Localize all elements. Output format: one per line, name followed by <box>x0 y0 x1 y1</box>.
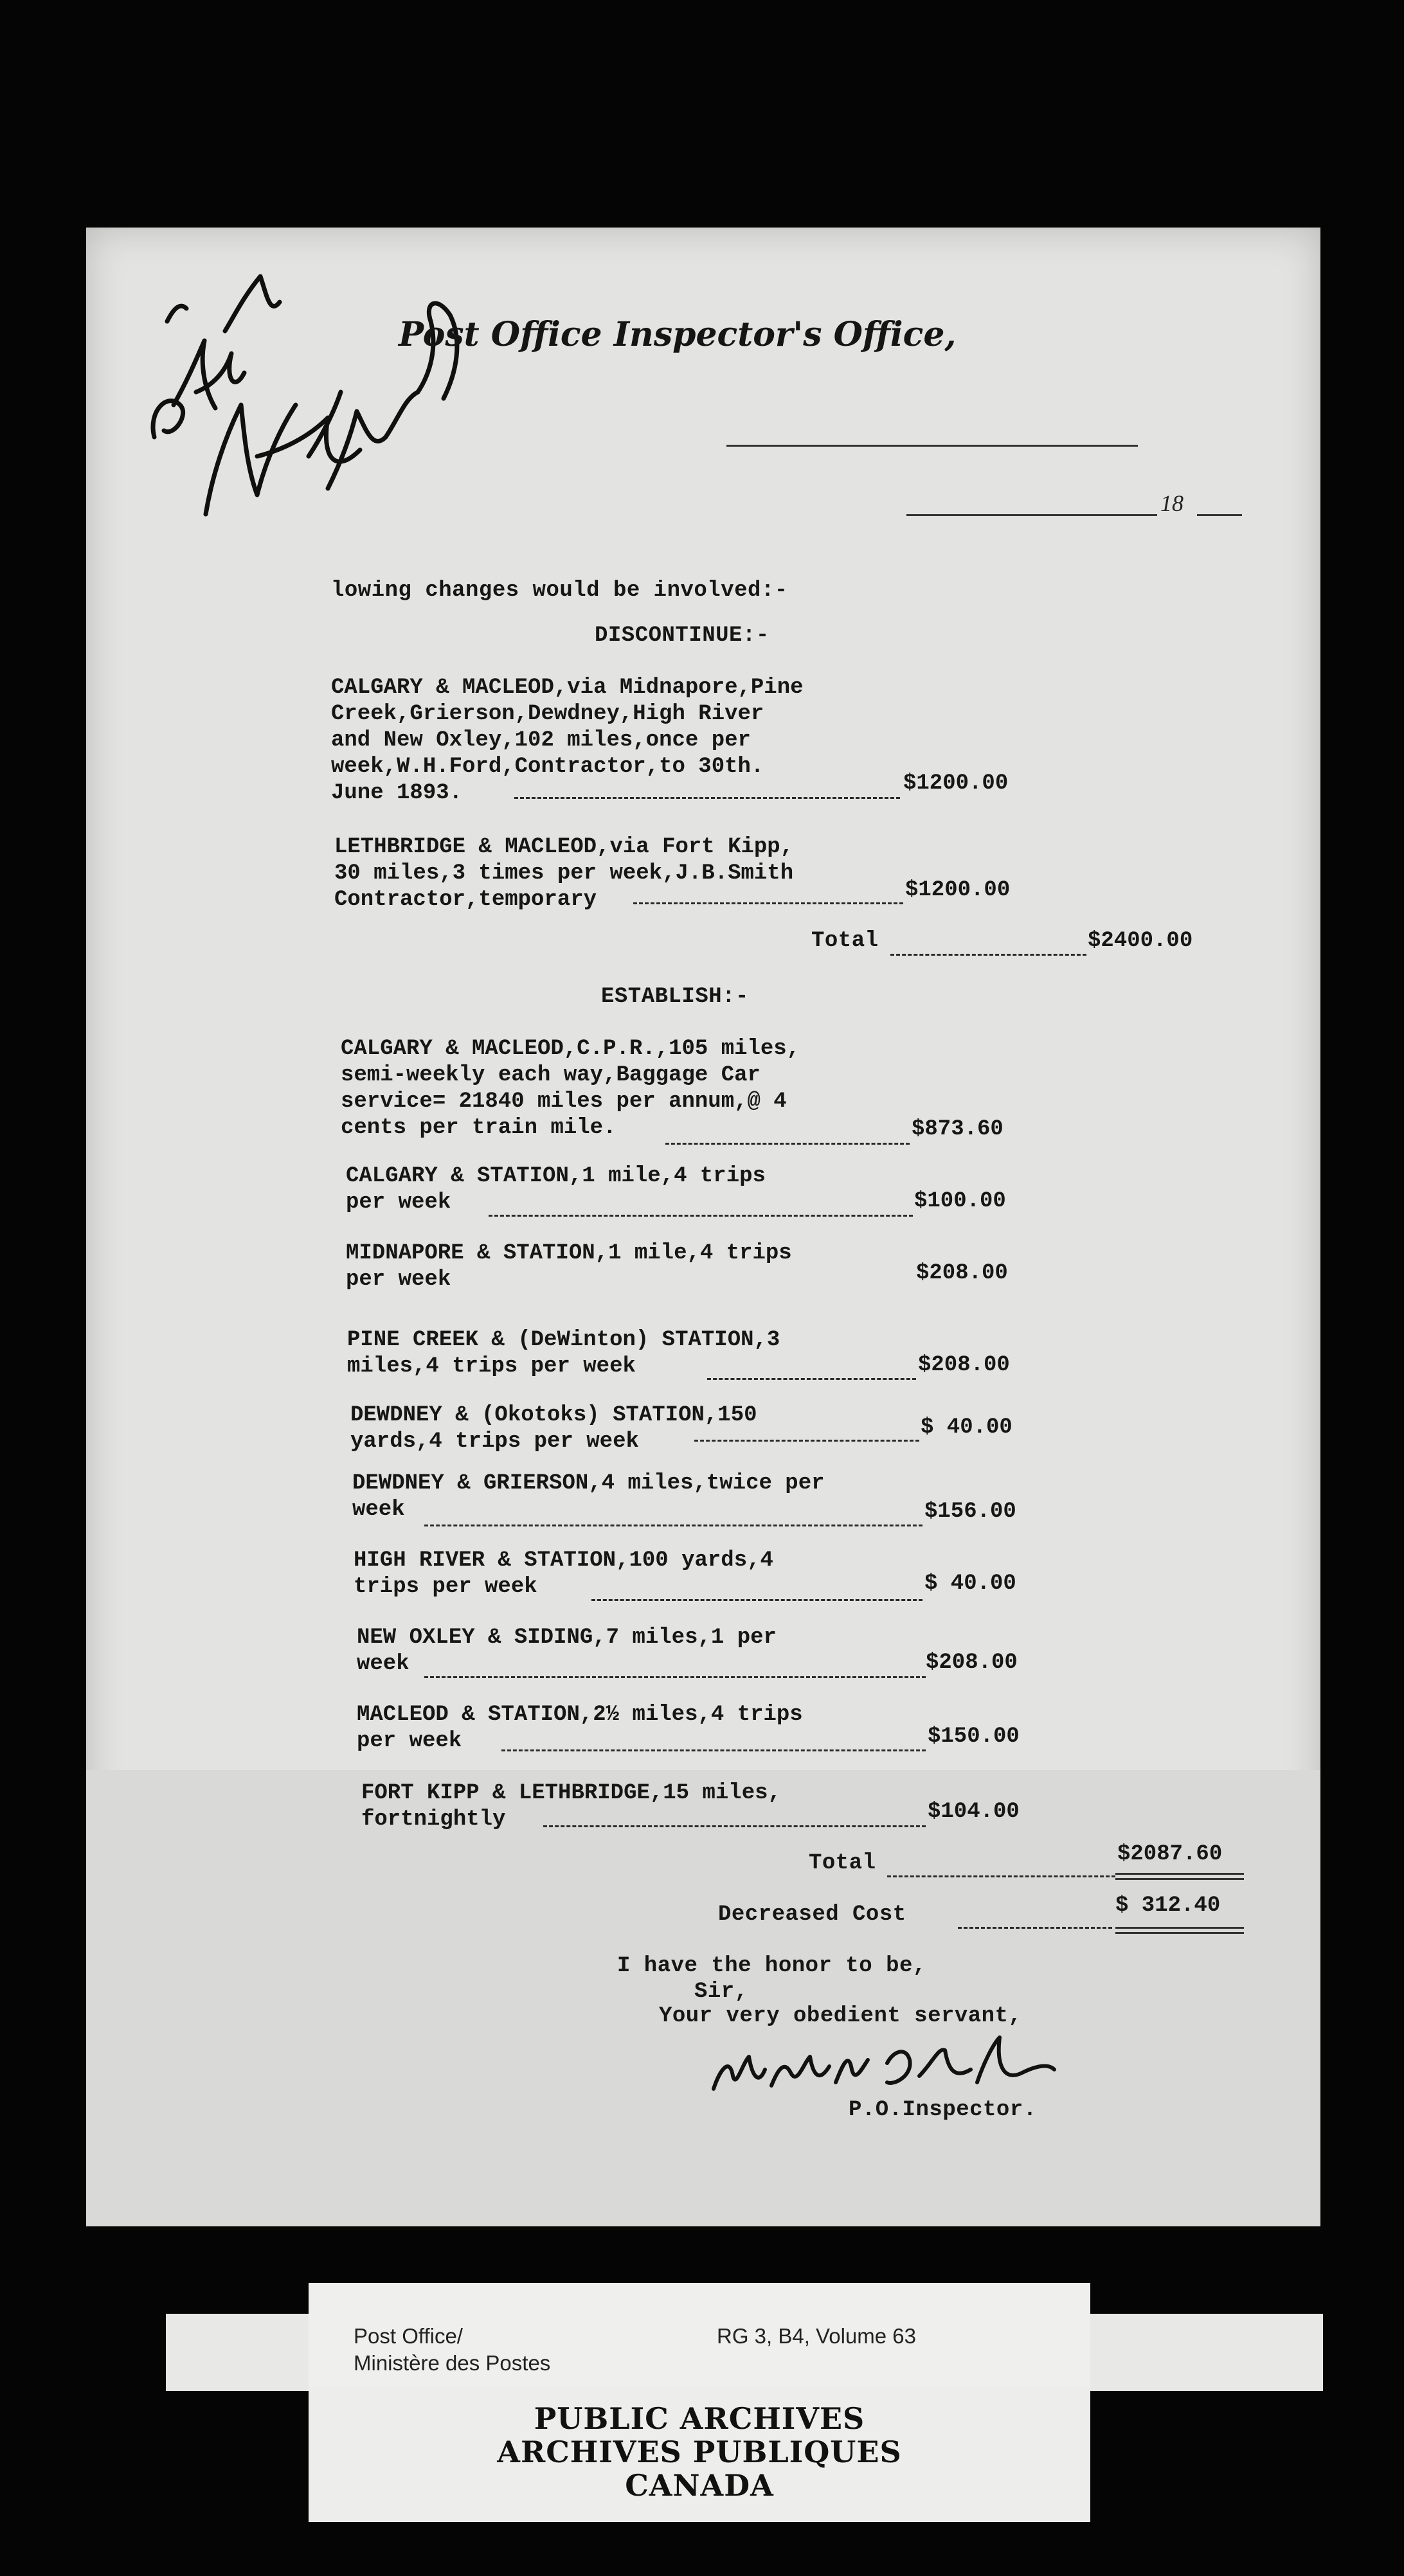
dot-leader <box>665 1143 910 1145</box>
date-line-upper <box>726 445 1138 447</box>
archive-reference-card <box>309 2283 1090 2387</box>
dot-leader <box>489 1215 913 1217</box>
decreased-double-rule <box>1115 1927 1244 1929</box>
label-reference: RG 3, B4, Volume 63 <box>717 2324 917 2348</box>
archives-stamp <box>309 2387 1090 2522</box>
dot-leader <box>424 1676 926 1678</box>
establish-amount-5: $ 40.00 <box>921 1415 1013 1440</box>
total-double-rule <box>1115 1873 1244 1875</box>
item-line: MACLEOD & STATION,2½ miles,4 trips <box>357 1703 803 1727</box>
establish-item-1 <box>341 1036 800 1141</box>
item-line: service= 21840 miles per annum,@ 4 <box>341 1089 787 1114</box>
item-line: miles,4 trips per week <box>347 1354 636 1379</box>
closing-line-2: Sir, <box>694 1980 748 2004</box>
closing-line-3: Your very obedient servant, <box>659 2004 1022 2028</box>
total-double-rule <box>1115 1878 1244 1880</box>
item-line: week,W.H.Ford,Contractor,to 30th. <box>331 755 764 779</box>
establish-amount-1: $873.60 <box>912 1117 1004 1141</box>
inspector-signature <box>701 2025 1061 2108</box>
dot-leader <box>424 1525 923 1526</box>
item-line: week <box>357 1652 410 1676</box>
item-line: cents per train mile. <box>341 1116 616 1140</box>
establish-amount-8: $208.00 <box>926 1650 1018 1675</box>
decreased-cost-amount: $ 312.40 <box>1115 1893 1221 1918</box>
discontinue-item-1 <box>331 675 804 807</box>
item-line: DEWDNEY & GRIERSON,4 miles,twice per <box>352 1471 825 1496</box>
dot-leader <box>890 954 1086 956</box>
discontinue-amount-1: $1200.00 <box>903 771 1009 796</box>
discontinue-item-2 <box>334 834 793 913</box>
establish-item-4 <box>347 1327 780 1380</box>
item-line: CALGARY & STATION,1 mile,4 trips <box>346 1164 766 1188</box>
date-line-lower <box>906 514 1157 516</box>
discontinue-amount-2: $1200.00 <box>905 878 1011 902</box>
intro-line: lowing changes would be involved:- <box>331 578 788 603</box>
date-line-tail <box>1197 514 1242 516</box>
establish-item-3 <box>346 1240 792 1293</box>
item-line: week <box>352 1498 405 1522</box>
item-line: NEW OXLEY & SIDING,7 miles,1 per <box>357 1625 777 1650</box>
stamp-line-3: CANADA <box>625 2468 774 2503</box>
establish-total-amount: $2087.60 <box>1117 1842 1223 1866</box>
item-line: CALGARY & MACLEOD,C.P.R.,105 miles, <box>341 1037 800 1061</box>
dot-leader <box>514 797 900 799</box>
establish-item-6 <box>352 1471 825 1523</box>
establish-total-label: Total <box>809 1851 876 1875</box>
item-line: semi-weekly each way,Baggage Car <box>341 1063 760 1087</box>
establish-amount-4: $208.00 <box>918 1353 1010 1377</box>
item-line: yards,4 trips per week <box>350 1429 639 1454</box>
item-line: June 1893. <box>331 781 463 805</box>
item-line: HIGH RIVER & STATION,100 yards,4 <box>354 1548 773 1573</box>
date-year: 18 <box>1160 490 1184 516</box>
establish-item-5 <box>350 1402 757 1455</box>
item-line: PINE CREEK & (DeWinton) STATION,3 <box>347 1328 780 1352</box>
establish-item-2 <box>346 1163 766 1216</box>
establish-amount-10: $104.00 <box>928 1800 1020 1824</box>
item-line: per week <box>346 1267 451 1292</box>
item-line: trips per week <box>354 1575 537 1599</box>
handwritten-annotation <box>129 244 489 540</box>
item-line: per week <box>346 1190 451 1215</box>
letterhead-title: Post Office Inspector's Office, <box>399 315 957 354</box>
establish-amount-6: $156.00 <box>924 1499 1016 1524</box>
label-department-fr: Ministère des Postes <box>354 2351 551 2375</box>
establish-heading: ESTABLISH:- <box>601 985 749 1009</box>
dot-leader <box>694 1440 919 1442</box>
establish-item-7 <box>354 1548 773 1600</box>
item-line: MIDNAPORE & STATION,1 mile,4 trips <box>346 1241 792 1266</box>
decreased-double-rule <box>1115 1932 1244 1934</box>
item-line: CALGARY & MACLEOD,via Midnapore,Pine <box>331 675 804 700</box>
item-line: per week <box>357 1729 462 1753</box>
discontinue-total-label: Total <box>811 929 879 953</box>
item-line: DEWDNEY & (Okotoks) STATION,150 <box>350 1403 757 1427</box>
discontinue-total-amount: $2400.00 <box>1088 929 1193 953</box>
item-line: FORT KIPP & LETHBRIDGE,15 miles, <box>361 1781 781 1805</box>
item-line: 30 miles,3 times per week,J.B.Smith <box>334 861 794 886</box>
decreased-cost-label: Decreased Cost <box>718 1902 906 1927</box>
item-line: Contractor,temporary <box>334 888 597 912</box>
item-line: fortnightly <box>361 1807 506 1832</box>
dot-leader <box>633 902 903 904</box>
item-line: LETHBRIDGE & MACLEOD,via Fort Kipp, <box>334 835 794 859</box>
discontinue-heading: DISCONTINUE:- <box>595 623 770 648</box>
establish-amount-7: $ 40.00 <box>924 1571 1016 1596</box>
establish-amount-9: $150.00 <box>928 1724 1020 1749</box>
establish-amount-3: $208.00 <box>916 1261 1008 1285</box>
dot-leader <box>707 1378 916 1380</box>
item-line: Creek,Grierson,Dewdney,High River <box>331 702 764 726</box>
dot-leader <box>958 1927 1112 1929</box>
establish-amount-2: $100.00 <box>914 1189 1006 1213</box>
label-department-en: Post Office/ <box>354 2324 463 2348</box>
dot-leader <box>543 1825 926 1827</box>
establish-item-9 <box>357 1702 803 1755</box>
stamp-line-2: ARCHIVES PUBLIQUES <box>497 2435 902 2469</box>
dot-leader <box>591 1599 923 1601</box>
dot-leader <box>501 1749 926 1751</box>
item-line: and New Oxley,102 miles,once per <box>331 728 751 753</box>
dot-leader <box>887 1875 1115 1877</box>
signature-title: P.O.Inspector. <box>849 2098 1037 2122</box>
establish-item-8 <box>357 1625 777 1677</box>
closing-line-1: I have the honor to be, <box>617 1954 926 1978</box>
stamp-line-1: PUBLIC ARCHIVES <box>534 2401 865 2436</box>
